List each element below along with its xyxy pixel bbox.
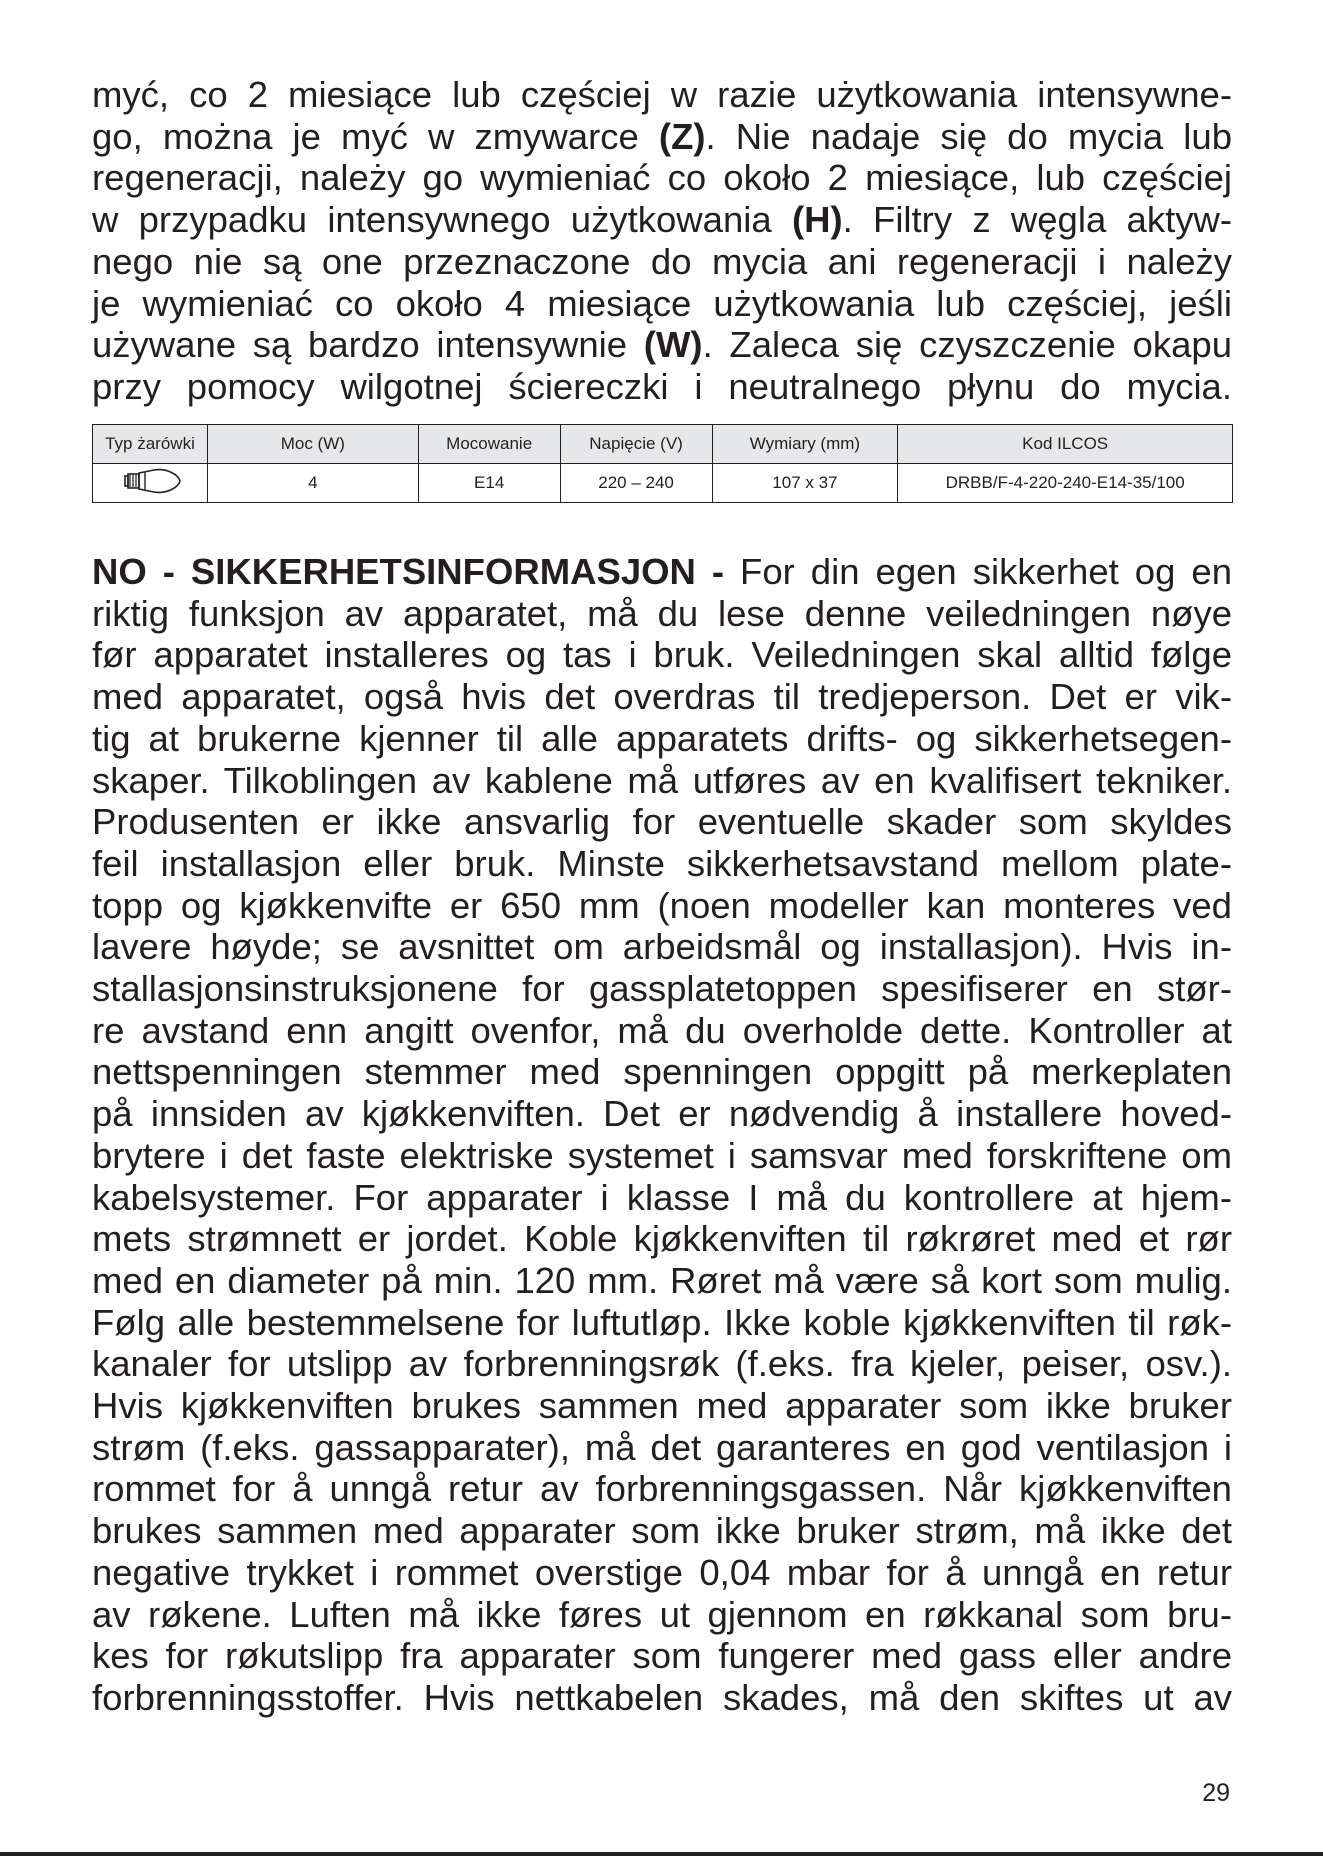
text-run: før apparatet installeres og tas i bruk. Veiledningen skal alltid følge [92, 634, 1232, 676]
text-line [92, 634, 1232, 676]
bulb-spec-table [92, 424, 1233, 503]
cell-socket: E14 [418, 464, 560, 503]
text-run: rommet for å unngå retur av forbrenningsgassen. Når kjøkkenviften [92, 1468, 1232, 1510]
text-run: kanaler for utslipp av forbrenningsrøk (f.eks. fra kjeler, peiser, osv.). [92, 1343, 1232, 1385]
bold-text: NO - SIKKERHETSINFORMASJON - [92, 551, 725, 592]
text-line [92, 1594, 1232, 1636]
text-run: nego nie są one przeznaczone do mycia ani regeneracji i należy [92, 240, 1232, 282]
text-run: på innsiden av kjøkkenviften. Det er nødvendig å installere hoved- [92, 1093, 1232, 1135]
header-dimensions: Wymiary (mm) [712, 425, 898, 464]
text-run: med en diameter på min. 120 mm. Røret må være så kort som mulig. [92, 1259, 1232, 1301]
text-run: nettspenningen stemmer med spenningen oppgitt på merkeplaten [92, 1051, 1232, 1093]
text-line [92, 1218, 1232, 1260]
text-line [92, 1468, 1232, 1510]
text-run: lavere høyde; se avsnittet om arbeidsmål og installasjon). Hvis in- [92, 926, 1232, 968]
text-line [92, 593, 1232, 635]
text-run: re avstand enn angitt ovenfor, må du overholde dette. Kontroller at [92, 1009, 1232, 1051]
text-line [92, 324, 1232, 366]
text-run: skaper. Tilkoblingen av kablene må utføres av en kvalifisert tekniker. [92, 759, 1232, 801]
text-run: strøm (f.eks. gassapparater), må det garanteres en god ventilasjon i [92, 1426, 1232, 1468]
text-run: . Nie nadaje się do mycia lub [705, 115, 1232, 157]
text-run: kes for røkutslipp fra apparater som fungerer med gass eller andre [92, 1635, 1232, 1677]
text-line [92, 1010, 1232, 1052]
text-run: . Filtry z węgla aktyw- [842, 199, 1232, 241]
text-run: brukes sammen med apparater som ikke bruker strøm, må ikke det [92, 1510, 1232, 1552]
text-run: stallasjonsinstruksjonene for gassplatetoppen spesifiserer en stør- [92, 968, 1232, 1010]
text-run: przy pomocy wilgotnej ściereczki i neutralnego płynu do mycia. [92, 365, 1232, 407]
bottom-rule [0, 1852, 1323, 1856]
text-line [92, 1135, 1232, 1177]
text-run: regeneracji, należy go wymieniać co około 2 miesiące, lub częściej [92, 157, 1232, 199]
header-ilcos: Kod ILCOS [898, 425, 1233, 464]
text-line [92, 801, 1232, 843]
text-run: tig at brukerne kjenner til alle apparatets drifts- og sikkerhetsegen- [92, 717, 1232, 759]
text-run: forbrenningsstoffer. Hvis nettkabelen skades, må den skiftes ut av [92, 1676, 1232, 1718]
cell-ilcos: DRBB/F-4-220-240-E14-35/100 [898, 464, 1233, 503]
table-header-row [93, 425, 1233, 464]
text-run: . Zaleca się czyszczenie okapu [702, 324, 1232, 366]
text-line [92, 760, 1232, 802]
text-line [92, 718, 1232, 760]
text-run: je wymieniać co około 4 miesiące użytkowania lub częściej, jeśli [92, 282, 1232, 324]
text-line [92, 1427, 1232, 1469]
text-run: używane są bardzo intensywnie [92, 324, 644, 366]
text-line [92, 1302, 1232, 1344]
text-line [92, 1343, 1232, 1385]
bold-text: (W) [643, 324, 703, 366]
header-socket: Mocowanie [418, 425, 560, 464]
norwegian-safety-paragraph [92, 551, 1232, 1719]
table-row [93, 464, 1233, 503]
page-number: 29 [1202, 1779, 1230, 1807]
text-line [92, 885, 1232, 927]
text-run: mets strømnett er jordet. Koble kjøkkenviften til røkrøret med et rør [92, 1218, 1232, 1260]
text-line [92, 676, 1232, 718]
text-line [92, 116, 1232, 158]
text-run: med apparatet, også hvis det overdras til tredjeperson. Det er vik- [92, 676, 1232, 718]
text-line [92, 926, 1232, 968]
text-line [92, 1177, 1232, 1219]
text-line [92, 1051, 1232, 1093]
text-run: brytere i det faste elektriske systemet i samsvar med forskriftene om [92, 1134, 1232, 1176]
text-line [92, 1093, 1232, 1135]
text-run: av røkene. Luften må ikke føres ut gjennom en røkkanal som bru- [92, 1593, 1232, 1635]
text-line [92, 551, 1232, 593]
cell-voltage: 220 – 240 [560, 464, 712, 503]
header-power: Moc (W) [207, 425, 418, 464]
text-run: topp og kjøkkenvifte er 650 mm (noen modeller kan monteres ved [92, 884, 1232, 926]
cell-dimensions: 107 x 37 [712, 464, 898, 503]
cell-power: 4 [207, 464, 418, 503]
bold-text: (Z) [658, 115, 706, 157]
text-line [92, 1260, 1232, 1302]
cell-bulb-type [93, 464, 208, 503]
text-run: negative trykket i rommet overstige 0,04 mbar for å unngå en retur [92, 1551, 1232, 1593]
text-run: kabelsystemer. For apparater i klasse I må du kontrollere at hjem- [92, 1176, 1232, 1218]
text-line [92, 1635, 1232, 1677]
text-run: For din egen sikkerhet og en [724, 551, 1232, 592]
text-line [92, 843, 1232, 885]
text-line [92, 366, 1232, 408]
text-line [92, 968, 1232, 1010]
bold-text: (H) [791, 199, 843, 241]
header-voltage: Napięcie (V) [560, 425, 712, 464]
text-line [92, 157, 1232, 199]
text-run: go, można je myć w zmywarce [92, 115, 659, 157]
text-run: w przypadku intensywnego użytkowania [92, 199, 792, 241]
text-run: Produsenten er ikke ansvarlig for eventuelle skader som skyldes [92, 801, 1232, 843]
text-line [92, 199, 1232, 241]
text-run: Hvis kjøkkenviften brukes sammen med apparater som ikke bruker [92, 1385, 1232, 1427]
text-line [92, 1385, 1232, 1427]
text-line [92, 241, 1232, 283]
text-line [92, 1510, 1232, 1552]
text-line [92, 74, 1232, 116]
header-bulb-type: Typ żarówki [93, 425, 208, 464]
polish-paragraph [92, 74, 1232, 408]
text-run: Følg alle bestemmelsene for luftutløp. Ikke koble kjøkkenviften til røk- [92, 1301, 1232, 1343]
text-run: myć, co 2 miesiące lub częściej w razie użytkowania intensywne- [92, 74, 1232, 115]
text-run: feil installasjon eller bruk. Minste sikkerhetsavstand mellom plate- [92, 842, 1232, 884]
candle-bulb-icon [108, 466, 192, 496]
text-line [92, 1552, 1232, 1594]
text-run: riktig funksjon av apparatet, må du lese denne veiledningen nøye [92, 592, 1232, 634]
text-line [92, 283, 1232, 325]
text-line [92, 1677, 1232, 1719]
